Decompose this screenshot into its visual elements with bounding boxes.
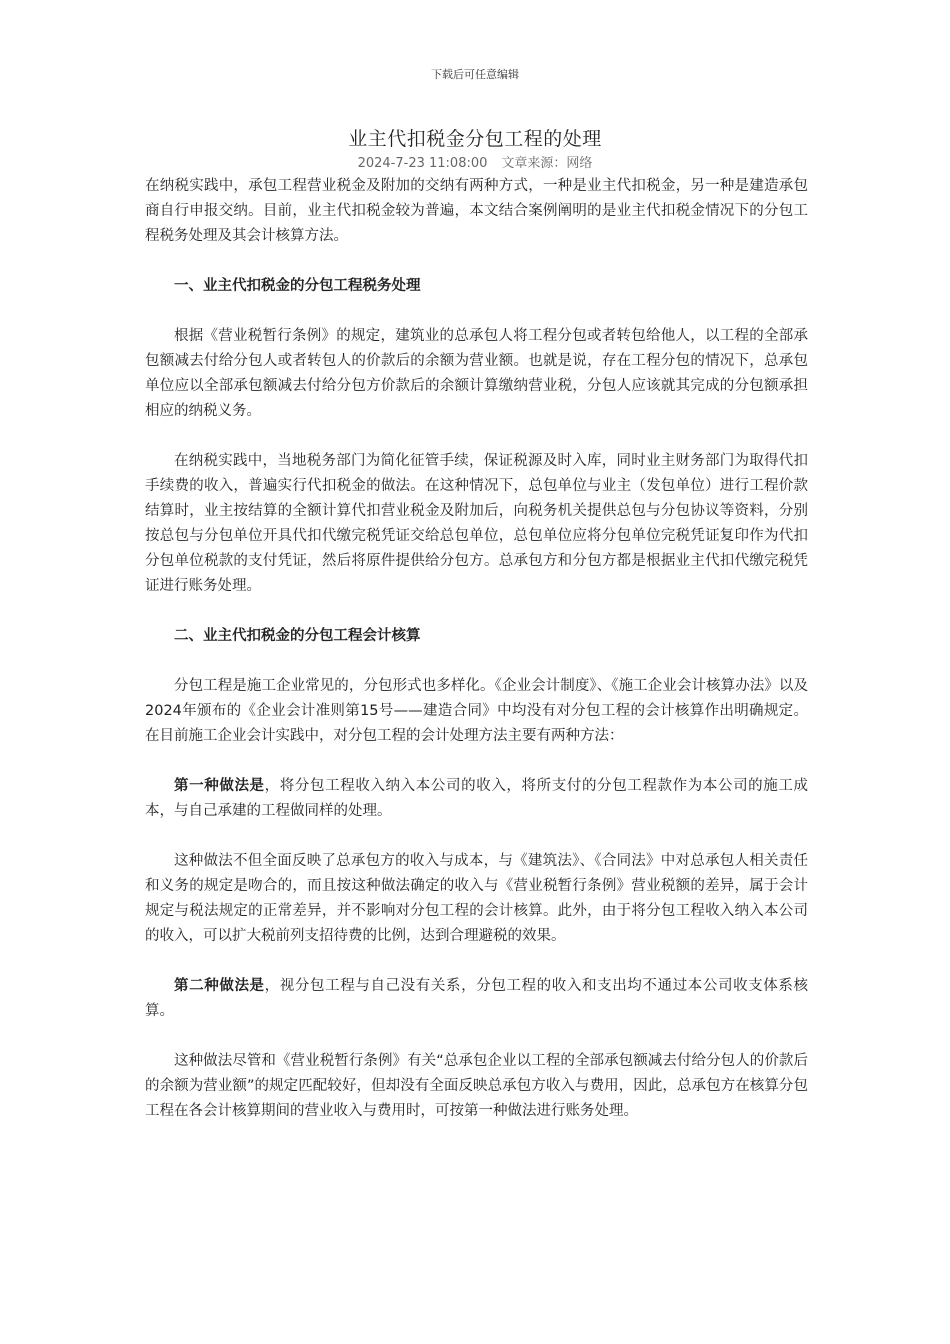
article-source: 文章来源：网络	[501, 156, 593, 171]
method-1-label: 第一种做法是	[174, 778, 265, 794]
header-note: 下载后可任意编辑	[431, 68, 519, 81]
method-2-text: ，视分包工程与自己没有关系，分包工程的收入和支出均不通过本公司收支体系核算。	[145, 978, 809, 1019]
paragraph-accounting: 分包工程是施工企业常见的，分包形式也多样化。《企业会计制度》、《施工企业会计核算办法》以及2024年颁布的《企业会计准则第15号——建造合同》中均没有对分包工程的会计核算作出明确规定。在目前施工企业会计实践中，对分包工程的会计处理方法主要有两种方法：	[145, 678, 808, 744]
paragraph-practice: 在纳税实践中，当地税务部门为简化征管手续，保证税源及时入库，同时业主财务部门为取得代扣手续费的收入，普遍实行代扣税金的做法。在这种情况下，总包单位与业主（发包单位）进行工程价款结算时，业主按结算的全额计算代扣营业税金及附加后，向税务机关提供总包与分包协议等资料，分别按总包与分包单位开具代扣代缴完税凭证交给总包单位，总包单位应将分包单位完税凭证复印作为代扣分包单位税款的支付凭证，然后将原件提供给分包方。总承包方和分包方都是根据业主代扣代缴完税凭证进行账务处理。	[145, 453, 808, 594]
article-date: 2024-7-23 11:08:00	[357, 156, 488, 171]
paragraph-intro: 在纳税实践中，承包工程营业税金及附加的交纳有两种方式，一种是业主代扣税金，另一种是建造承包商自行申报交纳。目前，业主代扣税金较为普遍，本文结合案例阐明的是业主代扣税金情况下的分包工程税务处理及其会计核算方法。	[145, 178, 808, 244]
paragraph-method-2	[145, 974, 808, 1024]
paragraph-regulation: 根据《营业税暂行条例》的规定，建筑业的总承包人将工程分包或者转包给他人，以工程的全部承包额减去付给分包人或者转包人的价款后的余额为营业额。也就是说，存在工程分包的情况下，总承包单位应以全部承包额减去付给分包方价款后的余额计算缴纳营业税，分包人应该就其完成的分包额承担相应的纳税义务。	[145, 328, 808, 419]
paragraph-method-1	[145, 774, 808, 824]
article-meta	[0, 152, 950, 171]
section-heading-1: 一、业主代扣税金的分包工程税务处理	[174, 278, 421, 294]
paragraph-method-1-analysis: 这种做法不但全面反映了总承包方的收入与成本，与《建筑法》、《合同法》中对总承包人相关责任和义务的规定是吻合的，而且按这种做法确定的收入与《营业税暂行条例》营业税额的差异，属于会计规定与税法规定的正常差异，并不影响对分包工程的会计核算。此外，由于将分包工程收入纳入本公司的收入，可以扩大税前列支招待费的比例，达到合理避税的效果。	[145, 853, 808, 944]
paragraph-method-2-analysis: 这种做法尽管和《营业税暂行条例》有关“总承包企业以工程的全部承包额减去付给分包人的价款后的余额为营业额”的规定匹配较好，但却没有全面反映总承包方收入与费用，因此，总承包方在核算分包工程在各会计核算期间的营业收入与费用时，可按第一种做法进行账务处理。	[145, 1053, 808, 1119]
method-2-label: 第二种做法是	[174, 978, 265, 994]
method-1-text: ，将分包工程收入纳入本公司的收入，将所支付的分包工程款作为本公司的施工成本，与自己承建的工程做同样的处理。	[145, 778, 809, 819]
article-title: 业主代扣税金分包工程的处理	[348, 128, 602, 150]
section-heading-2: 二、业主代扣税金的分包工程会计核算	[174, 628, 421, 644]
article-body	[145, 174, 808, 1124]
